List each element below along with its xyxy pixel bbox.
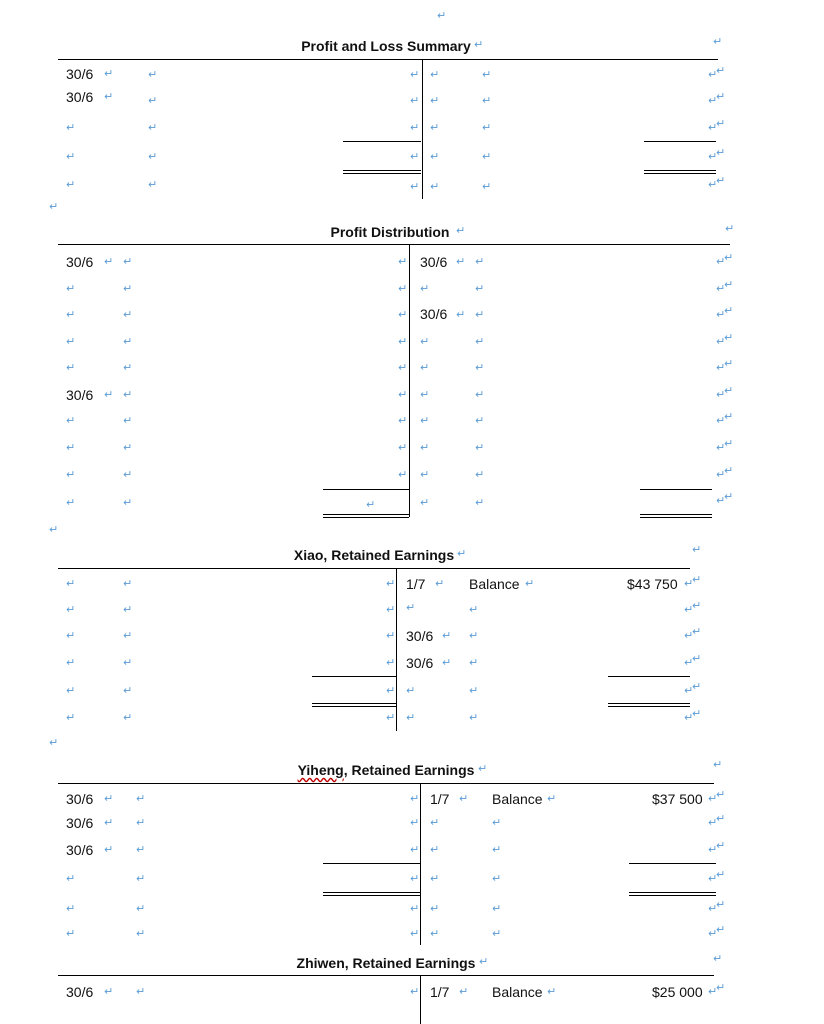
subtotal-rule (343, 141, 421, 142)
paragraph-mark-icon: ↵ (123, 657, 133, 669)
paragraph-mark-icon: ↵ (716, 118, 726, 130)
paragraph-mark-icon: ↵ (136, 986, 146, 998)
paragraph-mark-icon: ↵ (420, 362, 430, 374)
paragraph-mark-icon: ↵ (66, 151, 76, 163)
left-date: 30/6 (66, 984, 94, 1000)
paragraph-mark-icon: ↵ (713, 759, 723, 771)
paragraph-mark-icon: ↵ (716, 789, 726, 801)
left-date: 30/6 (66, 66, 94, 82)
left-date: 30/6 (66, 791, 94, 807)
paragraph-mark-icon: ↵ (716, 899, 726, 911)
left-date: 30/6 (66, 254, 94, 270)
paragraph-mark-icon: ↵ (66, 630, 76, 642)
paragraph-mark-icon: ↵ (123, 336, 133, 348)
total-double-rule (608, 703, 690, 704)
paragraph-mark-icon: ↵ (684, 685, 694, 697)
paragraph-mark-icon: ↵ (430, 844, 440, 856)
paragraph-mark-icon: ↵ (410, 873, 420, 885)
total-double-rule (644, 173, 716, 174)
paragraph-mark-icon: ↵ (478, 763, 488, 775)
paragraph-mark-icon: ↵ (66, 309, 76, 321)
paragraph-mark-icon: ↵ (420, 283, 430, 295)
paragraph-mark-icon: ↵ (724, 411, 734, 423)
paragraph-mark-icon: ↵ (66, 415, 76, 427)
right-amount: $43 750 (627, 576, 678, 592)
paragraph-mark-icon: ↵ (66, 685, 76, 697)
paragraph-mark-icon: ↵ (716, 336, 726, 348)
paragraph-mark-icon: ↵ (716, 175, 726, 187)
account-title: Xiao, Retained Earnings (293, 547, 455, 563)
paragraph-mark-icon: ↵ (708, 903, 718, 915)
paragraph-mark-icon: ↵ (410, 928, 420, 940)
paragraph-mark-icon: ↵ (430, 181, 440, 193)
left-date: 30/6 (66, 842, 94, 858)
paragraph-mark-icon: ↵ (66, 179, 76, 191)
paragraph-mark-icon: ↵ (136, 928, 146, 940)
paragraph-mark-icon: ↵ (123, 283, 133, 295)
paragraph-mark-icon: ↵ (420, 469, 430, 481)
paragraph-mark-icon: ↵ (692, 626, 702, 638)
paragraph-mark-icon: ↵ (547, 986, 557, 998)
paragraph-mark-icon: ↵ (716, 924, 726, 936)
paragraph-mark-icon: ↵ (716, 982, 726, 994)
account-title-name: Yiheng (297, 762, 344, 778)
paragraph-mark-icon: ↵ (716, 389, 726, 401)
subtotal-rule (608, 676, 690, 677)
paragraph-mark-icon: ↵ (724, 438, 734, 450)
paragraph-mark-icon: ↵ (66, 578, 76, 590)
paragraph-mark-icon: ↵ (456, 256, 466, 268)
paragraph-mark-icon: ↵ (475, 309, 485, 321)
paragraph-mark-icon: ↵ (692, 653, 702, 665)
total-double-rule (343, 173, 421, 174)
paragraph-mark-icon: ↵ (716, 91, 726, 103)
paragraph-mark-icon: ↵ (724, 491, 734, 503)
paragraph-mark-icon: ↵ (724, 385, 734, 397)
paragraph-mark-icon: ↵ (724, 465, 734, 477)
total-double-rule (312, 706, 396, 707)
paragraph-mark-icon: ↵ (475, 415, 485, 427)
total-double-rule (312, 703, 396, 704)
paragraph-mark-icon: ↵ (410, 95, 420, 107)
paragraph-mark-icon: ↵ (459, 986, 469, 998)
right-date: 30/6 (420, 254, 448, 270)
right-date: 30/6 (420, 306, 448, 322)
paragraph-mark-icon: ↵ (66, 903, 76, 915)
paragraph-mark-icon: ↵ (716, 415, 726, 427)
paragraph-mark-icon: ↵ (386, 630, 396, 642)
account-title: Zhiwen, Retained Earnings (296, 955, 476, 971)
paragraph-mark-icon: ↵ (469, 685, 479, 697)
paragraph-mark-icon: ↵ (123, 415, 133, 427)
paragraph-mark-icon: ↵ (66, 336, 76, 348)
paragraph-mark-icon: ↵ (148, 69, 158, 81)
paragraph-mark-icon: ↵ (725, 223, 735, 235)
paragraph-mark-icon: ↵ (123, 362, 133, 374)
paragraph-mark-icon: ↵ (716, 65, 726, 77)
paragraph-mark-icon: ↵ (148, 179, 158, 191)
total-double-rule (640, 517, 712, 518)
paragraph-mark-icon: ↵ (104, 817, 114, 829)
paragraph-mark-icon: ↵ (475, 283, 485, 295)
paragraph-mark-icon: ↵ (492, 817, 502, 829)
paragraph-mark-icon: ↵ (123, 685, 133, 697)
paragraph-mark-icon: ↵ (716, 309, 726, 321)
paragraph-mark-icon: ↵ (469, 657, 479, 669)
paragraph-mark-icon: ↵ (475, 442, 485, 454)
paragraph-mark-icon: ↵ (475, 469, 485, 481)
account-top-rule (58, 975, 714, 976)
paragraph-mark-icon: ↵ (716, 869, 726, 881)
paragraph-mark-icon: ↵ (692, 681, 702, 693)
paragraph-mark-icon: ↵ (420, 497, 430, 509)
paragraph-mark-icon: ↵ (420, 389, 430, 401)
paragraph-mark-icon: ↵ (469, 630, 479, 642)
paragraph-mark-icon: ↵ (708, 95, 718, 107)
right-date: 1/7 (430, 984, 450, 1000)
paragraph-mark-icon: ↵ (475, 497, 485, 509)
paragraph-mark-icon: ↵ (457, 548, 467, 560)
paragraph-mark-icon: ↵ (410, 793, 420, 805)
total-double-rule (629, 892, 716, 893)
account-top-rule (58, 568, 690, 569)
paragraph-mark-icon: ↵ (420, 442, 430, 454)
paragraph-mark-icon: ↵ (482, 122, 492, 134)
paragraph-mark-icon: ↵ (525, 578, 535, 590)
paragraph-mark-icon: ↵ (123, 309, 133, 321)
paragraph-mark-icon: ↵ (716, 283, 726, 295)
paragraph-mark-icon: ↵ (492, 844, 502, 856)
account-top-rule (58, 59, 718, 60)
subtotal-rule (312, 676, 396, 677)
paragraph-mark-icon: ↵ (66, 283, 76, 295)
paragraph-mark-icon: ↵ (684, 578, 694, 590)
paragraph-mark-icon: ↵ (66, 604, 76, 616)
paragraph-mark-icon: ↵ (410, 181, 420, 193)
paragraph-mark-icon: ↵ (708, 793, 718, 805)
total-double-rule (323, 895, 420, 896)
paragraph-mark-icon: ↵ (713, 953, 723, 965)
paragraph-mark-icon: ↵ (692, 600, 702, 612)
subtotal-rule (644, 141, 716, 142)
paragraph-mark-icon: ↵ (708, 122, 718, 134)
paragraph-mark-icon: ↵ (123, 604, 133, 616)
right-date: 30/6 (406, 655, 434, 671)
paragraph-mark-icon: ↵ (406, 712, 416, 724)
paragraph-mark-icon: ↵ (136, 793, 146, 805)
paragraph-mark-icon: ↵ (123, 469, 133, 481)
account-title: Profit and Loss Summary (301, 38, 471, 54)
subtotal-rule (323, 863, 420, 864)
account-title (298, 762, 475, 778)
paragraph-mark-icon: ↵ (724, 332, 734, 344)
paragraph-mark-icon: ↵ (123, 578, 133, 590)
paragraph-mark-icon: ↵ (136, 817, 146, 829)
account-top-rule (58, 783, 714, 784)
paragraph-mark-icon: ↵ (482, 181, 492, 193)
paragraph-mark-icon: ↵ (148, 95, 158, 107)
paragraph-mark-icon: ↵ (49, 524, 59, 536)
paragraph-mark-icon: ↵ (724, 305, 734, 317)
paragraph-mark-icon: ↵ (420, 336, 430, 348)
paragraph-mark-icon: ↵ (123, 256, 133, 268)
paragraph-mark-icon: ↵ (475, 362, 485, 374)
paragraph-mark-icon: ↵ (398, 283, 408, 295)
paragraph-mark-icon: ↵ (724, 279, 734, 291)
paragraph-mark-icon: ↵ (435, 578, 445, 590)
paragraph-mark-icon: ↵ (716, 147, 726, 159)
paragraph-mark-icon: ↵ (708, 873, 718, 885)
paragraph-mark-icon: ↵ (475, 389, 485, 401)
paragraph-mark-icon: ↵ (475, 256, 485, 268)
paragraph-mark-icon: ↵ (482, 151, 492, 163)
paragraph-mark-icon: ↵ (66, 712, 76, 724)
paragraph-mark-icon: ↵ (456, 225, 466, 237)
paragraph-mark-icon: ↵ (492, 873, 502, 885)
total-double-rule (608, 706, 690, 707)
paragraph-mark-icon: ↵ (479, 956, 489, 968)
paragraph-mark-icon: ↵ (410, 69, 420, 81)
paragraph-mark-icon: ↵ (692, 708, 702, 720)
account-center-rule (409, 244, 410, 517)
paragraph-mark-icon: ↵ (66, 122, 76, 134)
right-amount: $37 500 (652, 791, 703, 807)
paragraph-mark-icon: ↵ (136, 873, 146, 885)
account-center-rule (420, 783, 421, 945)
paragraph-mark-icon: ↵ (49, 737, 59, 749)
paragraph-mark-icon: ↵ (148, 151, 158, 163)
paragraph-mark-icon: ↵ (66, 873, 76, 885)
account-top-rule (58, 244, 730, 245)
left-date: 30/6 (66, 89, 94, 105)
total-double-rule (323, 892, 420, 893)
paragraph-mark-icon: ↵ (708, 817, 718, 829)
paragraph-mark-icon: ↵ (430, 151, 440, 163)
paragraph-mark-icon: ↵ (713, 36, 723, 48)
total-double-rule (323, 517, 409, 518)
left-date: 30/6 (66, 387, 94, 403)
paragraph-mark-icon: ↵ (104, 91, 114, 103)
paragraph-mark-icon: ↵ (406, 685, 416, 697)
paragraph-mark-icon: ↵ (66, 657, 76, 669)
paragraph-mark-icon: ↵ (104, 986, 114, 998)
paragraph-mark-icon: ↵ (148, 122, 158, 134)
paragraph-mark-icon: ↵ (482, 95, 492, 107)
paragraph-mark-icon: ↵ (104, 68, 114, 80)
paragraph-mark-icon: ↵ (123, 389, 133, 401)
paragraph-mark-icon: ↵ (430, 95, 440, 107)
total-double-rule (629, 895, 716, 896)
paragraph-mark-icon: ↵ (716, 495, 726, 507)
right-date: 30/6 (406, 628, 434, 644)
paragraph-mark-icon: ↵ (716, 256, 726, 268)
right-detail: Balance (469, 576, 520, 592)
subtotal-rule (640, 489, 712, 490)
paragraph-mark-icon: ↵ (136, 844, 146, 856)
paragraph-mark-icon: ↵ (386, 657, 396, 669)
account-center-rule (396, 568, 397, 731)
paragraph-mark-icon: ↵ (456, 309, 466, 321)
paragraph-mark-icon: ↵ (104, 844, 114, 856)
paragraph-mark-icon: ↵ (724, 252, 734, 264)
paragraph-mark-icon: ↵ (708, 986, 718, 998)
paragraph-mark-icon: ↵ (123, 497, 133, 509)
paragraph-mark-icon: ↵ (410, 844, 420, 856)
paragraph-mark-icon: ↵ (386, 685, 396, 697)
paragraph-mark-icon: ↵ (492, 928, 502, 940)
paragraph-mark-icon: ↵ (430, 122, 440, 134)
paragraph-mark-icon: ↵ (410, 122, 420, 134)
paragraph-mark-icon: ↵ (123, 630, 133, 642)
paragraph-mark-icon: ↵ (104, 256, 114, 268)
total-double-rule (343, 170, 421, 171)
paragraph-mark-icon: ↵ (398, 256, 408, 268)
paragraph-mark-icon: ↵ (724, 358, 734, 370)
paragraph-mark-icon: ↵ (430, 817, 440, 829)
paragraph-mark-icon: ↵ (430, 69, 440, 81)
paragraph-mark-icon: ↵ (692, 574, 702, 586)
paragraph-mark-icon: ↵ (66, 928, 76, 940)
paragraph-mark-icon: ↵ (437, 10, 447, 22)
paragraph-mark-icon: ↵ (410, 903, 420, 915)
paragraph-mark-icon: ↵ (398, 415, 408, 427)
paragraph-mark-icon: ↵ (123, 712, 133, 724)
paragraph-mark-icon: ↵ (469, 712, 479, 724)
paragraph-mark-icon: ↵ (430, 873, 440, 885)
paragraph-mark-icon: ↵ (684, 604, 694, 616)
paragraph-mark-icon: ↵ (66, 442, 76, 454)
paragraph-mark-icon: ↵ (474, 39, 484, 51)
paragraph-mark-icon: ↵ (708, 179, 718, 191)
paragraph-mark-icon: ↵ (430, 903, 440, 915)
paragraph-mark-icon: ↵ (482, 69, 492, 81)
account-center-rule (422, 59, 423, 199)
left-date: 30/6 (66, 815, 94, 831)
paragraph-mark-icon: ↵ (692, 544, 702, 556)
account-center-rule (420, 975, 421, 1024)
paragraph-mark-icon: ↵ (410, 817, 420, 829)
paragraph-mark-icon: ↵ (66, 469, 76, 481)
paragraph-mark-icon: ↵ (398, 362, 408, 374)
paragraph-mark-icon: ↵ (684, 712, 694, 724)
paragraph-mark-icon: ↵ (420, 415, 430, 427)
paragraph-mark-icon: ↵ (123, 442, 133, 454)
paragraph-mark-icon: ↵ (386, 604, 396, 616)
paragraph-mark-icon: ↵ (386, 578, 396, 590)
account-title-suffix: , Retained Earnings (343, 762, 475, 778)
paragraph-mark-icon: ↵ (716, 362, 726, 374)
paragraph-mark-icon: ↵ (398, 469, 408, 481)
paragraph-mark-icon: ↵ (398, 336, 408, 348)
paragraph-mark-icon: ↵ (398, 309, 408, 321)
right-detail: Balance (492, 984, 543, 1000)
right-amount: $25 000 (652, 984, 703, 1000)
subtotal-rule (323, 489, 409, 490)
paragraph-mark-icon: ↵ (708, 844, 718, 856)
paragraph-mark-icon: ↵ (386, 712, 396, 724)
paragraph-mark-icon: ↵ (104, 793, 114, 805)
paragraph-mark-icon: ↵ (492, 903, 502, 915)
paragraph-mark-icon: ↵ (104, 389, 114, 401)
paragraph-mark-icon: ↵ (684, 630, 694, 642)
total-double-rule (644, 170, 716, 171)
paragraph-mark-icon: ↵ (406, 602, 416, 614)
paragraph-mark-icon: ↵ (469, 604, 479, 616)
paragraph-mark-icon: ↵ (716, 442, 726, 454)
right-date: 1/7 (430, 791, 450, 807)
total-double-rule (640, 514, 712, 515)
paragraph-mark-icon: ↵ (442, 657, 452, 669)
paragraph-mark-icon: ↵ (716, 469, 726, 481)
paragraph-mark-icon: ↵ (49, 201, 59, 213)
paragraph-mark-icon: ↵ (442, 630, 452, 642)
paragraph-mark-icon: ↵ (136, 903, 146, 915)
account-title: Profit Distribution (330, 224, 450, 240)
paragraph-mark-icon: ↵ (410, 151, 420, 163)
paragraph-mark-icon: ↵ (66, 497, 76, 509)
right-date: 1/7 (406, 576, 426, 592)
paragraph-mark-icon: ↵ (684, 657, 694, 669)
right-detail: Balance (492, 791, 543, 807)
paragraph-mark-icon: ↵ (708, 69, 718, 81)
paragraph-mark-icon: ↵ (366, 499, 376, 511)
paragraph-mark-icon: ↵ (398, 442, 408, 454)
paragraph-mark-icon: ↵ (716, 813, 726, 825)
paragraph-mark-icon: ↵ (547, 793, 557, 805)
paragraph-mark-icon: ↵ (410, 986, 420, 998)
paragraph-mark-icon: ↵ (66, 362, 76, 374)
paragraph-mark-icon: ↵ (475, 336, 485, 348)
paragraph-mark-icon: ↵ (708, 928, 718, 940)
total-double-rule (323, 514, 409, 515)
paragraph-mark-icon: ↵ (430, 928, 440, 940)
paragraph-mark-icon: ↵ (398, 389, 408, 401)
paragraph-mark-icon: ↵ (716, 840, 726, 852)
paragraph-mark-icon: ↵ (708, 151, 718, 163)
paragraph-mark-icon: ↵ (459, 793, 469, 805)
subtotal-rule (629, 863, 716, 864)
